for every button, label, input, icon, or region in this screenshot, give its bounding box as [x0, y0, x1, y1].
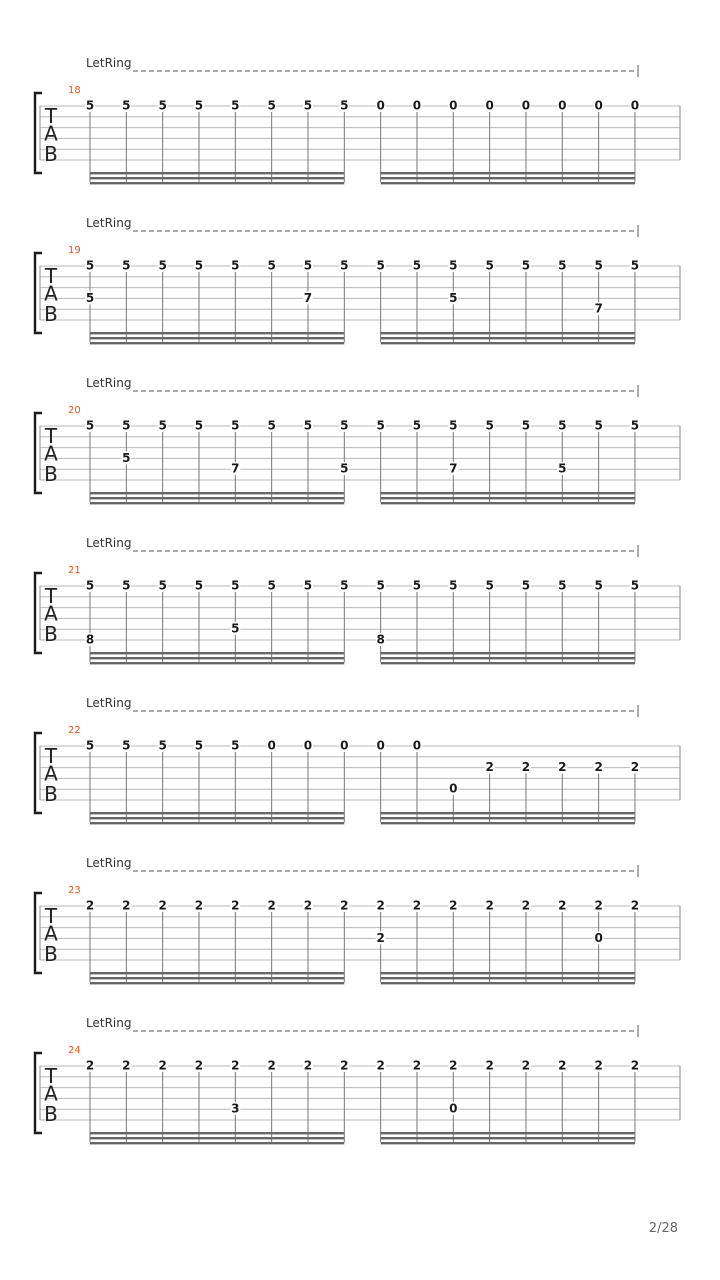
tab-clef-letter: A: [44, 601, 58, 626]
beam: [90, 342, 344, 344]
tab-clef-letter: B: [44, 1102, 58, 1127]
tab-clef-letter: B: [44, 622, 58, 647]
tab-clef-letter: A: [44, 761, 58, 786]
beam: [381, 1132, 635, 1134]
fret-number: 2: [267, 898, 276, 913]
tab-clef-letter: A: [44, 1081, 58, 1106]
let-ring-label: LetRing: [86, 376, 132, 390]
fret-number: 5: [85, 578, 95, 593]
beam: [381, 177, 635, 179]
beam: [90, 1142, 344, 1144]
fret-number: 5: [412, 258, 422, 273]
fret-number: 7: [231, 461, 240, 476]
tab-clef-letter: T: [44, 903, 58, 928]
measure-number: 19: [68, 245, 81, 256]
tab-clef-letter: B: [44, 782, 58, 807]
beam: [90, 502, 344, 504]
measure-number: 18: [68, 85, 81, 96]
fret-number: 5: [485, 418, 494, 433]
tab-clef-letter: A: [44, 121, 58, 146]
fret-number: 5: [122, 258, 131, 273]
page-number: 2/28: [648, 1221, 678, 1236]
tab-clef-letter: B: [44, 302, 58, 327]
beam: [90, 177, 344, 179]
fret-number: 5: [412, 578, 422, 593]
fret-number: 5: [122, 98, 131, 113]
fret-number: 8: [85, 632, 95, 647]
fret-number: 2: [122, 1058, 131, 1073]
fret-number: 5: [194, 258, 204, 273]
measure-number: 20: [68, 405, 81, 416]
fret-number: 0: [303, 738, 313, 753]
fret-number: 2: [194, 1058, 204, 1073]
let-ring-label: LetRing: [86, 536, 132, 550]
tab-clef-letter: T: [44, 423, 58, 448]
fret-number: 0: [558, 98, 567, 113]
fret-number: 5: [485, 258, 494, 273]
beam: [90, 172, 344, 174]
beam: [90, 657, 344, 659]
beam: [381, 822, 635, 824]
system-bracket: [35, 253, 42, 333]
fret-number: 2: [558, 1058, 567, 1073]
fret-number: 5: [449, 290, 458, 305]
beam: [90, 817, 344, 819]
beam: [381, 492, 635, 494]
beam: [90, 812, 344, 814]
fret-number: 5: [158, 418, 167, 433]
fret-number: 5: [267, 418, 276, 433]
tab-clef-letter: T: [44, 263, 58, 288]
fret-number: 0: [376, 98, 385, 113]
tab-system: [35, 1016, 680, 1144]
system-bracket: [35, 93, 42, 173]
fret-number: 5: [558, 461, 567, 476]
fret-number: 5: [630, 258, 640, 273]
fret-number: 2: [630, 1058, 640, 1073]
fret-number: 0: [485, 98, 494, 113]
beam: [90, 1137, 344, 1139]
fret-number: 0: [449, 1101, 458, 1116]
fret-number: 0: [267, 738, 276, 753]
fret-number: 2: [303, 898, 313, 913]
beam: [90, 492, 344, 494]
tab-clef-letter: B: [44, 142, 58, 167]
beam: [381, 1142, 635, 1144]
fret-number: 5: [376, 578, 385, 593]
fret-number: 8: [376, 632, 385, 647]
fret-number: 5: [85, 290, 95, 305]
tab-system: [35, 216, 680, 344]
fret-number: 2: [376, 1058, 385, 1073]
fret-number: 2: [158, 1058, 167, 1073]
tab-system: [35, 536, 680, 664]
system-bracket: [35, 893, 42, 973]
fret-number: 7: [449, 461, 458, 476]
fret-number: 5: [194, 578, 204, 593]
tab-clef-letter: T: [44, 583, 58, 608]
fret-number: 5: [194, 418, 204, 433]
tab-clef-letter: T: [44, 1063, 58, 1088]
system-bracket: [35, 413, 42, 493]
fret-number: 5: [158, 258, 167, 273]
beam: [381, 1137, 635, 1139]
fret-number: 5: [231, 258, 240, 273]
fret-number: 0: [594, 930, 603, 945]
beam: [90, 1132, 344, 1134]
fret-number: 5: [449, 258, 458, 273]
beam: [381, 337, 635, 339]
beam: [381, 657, 635, 659]
fret-number: 5: [449, 578, 458, 593]
fret-number: 5: [594, 578, 603, 593]
fret-number: 5: [158, 578, 167, 593]
fret-number: 2: [449, 1058, 458, 1073]
fret-number: 5: [85, 258, 95, 273]
system-bracket: [35, 733, 42, 813]
fret-number: 2: [231, 898, 240, 913]
fret-number: 5: [267, 98, 276, 113]
fret-number: 5: [158, 738, 167, 753]
fret-number: 5: [85, 738, 95, 753]
fret-number: 2: [340, 1058, 349, 1073]
fret-number: 5: [231, 621, 240, 636]
beam: [381, 977, 635, 979]
fret-number: 5: [194, 738, 204, 753]
fret-number: 2: [521, 760, 531, 775]
beam: [381, 972, 635, 974]
fret-number: 5: [558, 258, 567, 273]
fret-number: 0: [376, 738, 385, 753]
measure-number: 23: [68, 885, 81, 896]
fret-number: 5: [340, 418, 349, 433]
fret-number: 5: [231, 578, 240, 593]
fret-number: 2: [449, 898, 458, 913]
fret-number: 7: [303, 290, 313, 305]
fret-number: 5: [158, 98, 167, 113]
fret-number: 2: [485, 898, 494, 913]
beam: [90, 982, 344, 984]
tab-clef-letter: B: [44, 942, 58, 967]
tab-clef-letter: T: [44, 103, 58, 128]
fret-number: 2: [85, 898, 95, 913]
beam: [90, 652, 344, 654]
fret-number: 0: [630, 98, 640, 113]
tab-clef-letter: A: [44, 281, 58, 306]
beam: [90, 182, 344, 184]
fret-number: 5: [376, 258, 385, 273]
fret-number: 2: [558, 760, 567, 775]
let-ring-label: LetRing: [86, 216, 132, 230]
tab-system: [35, 56, 680, 184]
beam: [381, 497, 635, 499]
fret-number: 5: [594, 418, 603, 433]
fret-number: 0: [594, 98, 603, 113]
fret-number: 5: [303, 258, 313, 273]
measure-number: 21: [68, 565, 81, 576]
beam: [381, 662, 635, 664]
tab-system: [35, 856, 680, 984]
fret-number: 7: [594, 301, 603, 316]
fret-number: 2: [412, 898, 422, 913]
tab-clef-letter: T: [44, 743, 58, 768]
beam: [90, 332, 344, 334]
measure-number: 22: [68, 725, 81, 736]
fret-number: 2: [376, 898, 385, 913]
fret-number: 5: [340, 98, 349, 113]
let-ring-label: LetRing: [86, 56, 132, 70]
beam: [381, 342, 635, 344]
beam: [90, 822, 344, 824]
fret-number: 2: [267, 1058, 276, 1073]
fret-number: 2: [376, 930, 385, 945]
fret-number: 5: [231, 98, 240, 113]
fret-number: 5: [376, 418, 385, 433]
beam: [381, 502, 635, 504]
measure-number: 24: [68, 1045, 81, 1056]
fret-number: 2: [630, 898, 640, 913]
fret-number: 5: [340, 258, 349, 273]
beam: [90, 972, 344, 974]
let-ring-label: LetRing: [86, 696, 132, 710]
beam: [381, 817, 635, 819]
fret-number: 2: [594, 898, 603, 913]
fret-number: 5: [449, 418, 458, 433]
fret-number: 2: [340, 898, 349, 913]
fret-number: 5: [231, 418, 240, 433]
fret-number: 0: [340, 738, 349, 753]
fret-number: 5: [340, 461, 349, 476]
beam: [381, 172, 635, 174]
fret-number: 5: [558, 418, 567, 433]
fret-number: 5: [558, 578, 567, 593]
fret-number: 2: [521, 1058, 531, 1073]
beam: [381, 182, 635, 184]
tab-clef-letter: B: [44, 462, 58, 487]
fret-number: 5: [412, 418, 422, 433]
fret-number: 0: [521, 98, 531, 113]
fret-number: 2: [122, 898, 131, 913]
fret-number: 5: [303, 98, 313, 113]
beam: [381, 812, 635, 814]
fret-number: 2: [194, 898, 204, 913]
fret-number: 2: [594, 1058, 603, 1073]
fret-number: 5: [122, 418, 131, 433]
fret-number: 2: [594, 760, 603, 775]
fret-number: 5: [122, 450, 131, 465]
fret-number: 5: [521, 418, 531, 433]
tab-clef-letter: A: [44, 921, 58, 946]
fret-number: 2: [303, 1058, 313, 1073]
fret-number: 5: [521, 258, 531, 273]
beam: [90, 662, 344, 664]
fret-number: 2: [85, 1058, 95, 1073]
fret-number: 5: [85, 418, 95, 433]
fret-number: 0: [449, 781, 458, 796]
fret-number: 2: [231, 1058, 240, 1073]
fret-number: 2: [558, 898, 567, 913]
beam: [90, 977, 344, 979]
fret-number: 3: [231, 1101, 240, 1116]
fret-number: 2: [158, 898, 167, 913]
fret-number: 5: [630, 418, 640, 433]
fret-number: 2: [412, 1058, 422, 1073]
beam: [381, 982, 635, 984]
system-bracket: [35, 573, 42, 653]
fret-number: 5: [194, 98, 204, 113]
beam: [381, 332, 635, 334]
fret-number: 5: [267, 578, 276, 593]
fret-number: 2: [485, 760, 494, 775]
fret-number: 5: [485, 578, 494, 593]
system-bracket: [35, 1053, 42, 1133]
fret-number: 0: [449, 98, 458, 113]
fret-number: 5: [521, 578, 531, 593]
fret-number: 5: [122, 738, 131, 753]
fret-number: 0: [412, 98, 422, 113]
fret-number: 2: [485, 1058, 494, 1073]
fret-number: 2: [630, 760, 640, 775]
beam: [90, 497, 344, 499]
fret-number: 5: [594, 258, 603, 273]
fret-number: 5: [630, 578, 640, 593]
fret-number: 5: [231, 738, 240, 753]
tab-system: [35, 696, 680, 824]
beam: [90, 337, 344, 339]
fret-number: 5: [85, 98, 95, 113]
tab-system: [35, 376, 680, 504]
fret-number: 5: [303, 418, 313, 433]
let-ring-label: LetRing: [86, 856, 132, 870]
fret-number: 0: [412, 738, 422, 753]
tab-clef-letter: A: [44, 441, 58, 466]
fret-number: 5: [267, 258, 276, 273]
fret-number: 5: [340, 578, 349, 593]
let-ring-label: LetRing: [86, 1016, 132, 1030]
fret-number: 2: [521, 898, 531, 913]
fret-number: 5: [122, 578, 131, 593]
fret-number: 5: [303, 578, 313, 593]
beam: [381, 652, 635, 654]
